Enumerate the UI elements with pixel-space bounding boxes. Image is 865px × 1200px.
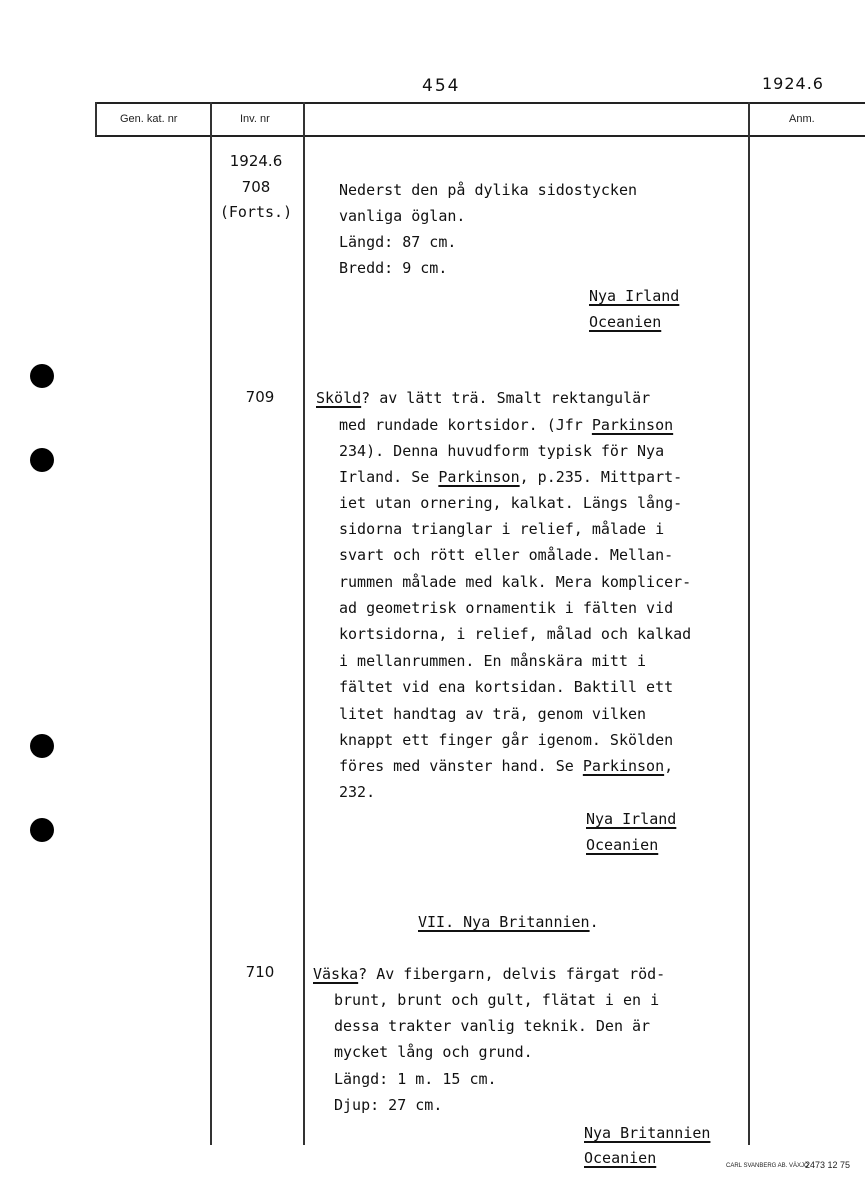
header-gen-kat-nr: Gen. kat. nr <box>120 113 178 125</box>
entry-text: , <box>664 757 674 775</box>
entry-text-line: 232. <box>339 783 376 801</box>
page-number: 454 <box>422 76 461 96</box>
reference-author: Parkinson <box>582 757 665 775</box>
entry-text-line: dessa trakter vanlig teknik. Den är <box>334 1017 651 1035</box>
entry-text-line: litet handtag av trä, genom vilken <box>339 705 647 723</box>
entry-text-line: brunt, brunt och gult, flätat i en i <box>334 991 660 1009</box>
inv-number: 710 <box>245 963 275 981</box>
entry-text-line: Längd: 1 m. 15 cm. <box>334 1070 497 1088</box>
entry-text: Irland. Se <box>339 468 439 486</box>
place-continent: Oceanien <box>586 836 659 854</box>
column-divider <box>748 102 750 1145</box>
entry-text: föres med vänster hand. Se <box>339 757 583 775</box>
entry-text: ? Av fibergarn, delvis färgat röd- <box>358 965 666 983</box>
entry-text-line: kortsidorna, i relief, målad och kalkad <box>339 625 692 643</box>
entry-text-line: Djup: 27 cm. <box>334 1096 443 1114</box>
header-inv-nr: Inv. nr <box>240 113 270 125</box>
entry-text-line: rummen målade med kalk. Mera komplicer- <box>339 573 692 591</box>
entry-text-line: vanliga öglan. <box>339 207 466 225</box>
binder-hole <box>30 364 54 388</box>
reference-author: Parkinson <box>591 416 674 434</box>
object-name: Väska <box>313 965 359 983</box>
entry-text-line: mycket lång och grund. <box>334 1043 533 1061</box>
reference-author: Parkinson <box>438 468 520 486</box>
inv-number: 1924.6 <box>229 152 283 170</box>
binder-hole <box>30 818 54 842</box>
place-continent: Oceanien <box>589 313 662 331</box>
entry-text-line: iet utan ornering, kalkat. Längs lång- <box>339 494 683 512</box>
entry-text-line: fältet vid ena kortsidan. Baktill ett <box>339 678 674 696</box>
section-heading <box>418 913 599 931</box>
place-continent: Oceanien <box>584 1149 657 1167</box>
entry-text-line: 234). Denna huvudform typisk för Nya <box>339 442 665 460</box>
entry-text-line: i mellanrummen. En månskära mitt i <box>339 652 647 670</box>
entry-text-line: sidorna trianglar i relief, målade i <box>339 520 665 538</box>
entry-text: , p.235. Mittpart- <box>519 468 683 486</box>
binder-hole <box>30 734 54 758</box>
entry-text: med rundade kortsidor. (Jfr <box>339 416 592 434</box>
column-divider <box>210 102 212 1145</box>
entry-text-line <box>339 468 682 486</box>
inv-number: 708 <box>241 178 271 196</box>
entry-text-line: svart och rött eller omålade. Mellan- <box>339 546 674 564</box>
entry-text-line <box>313 965 665 983</box>
section-heading-text: VII. Nya Britannien <box>418 913 590 931</box>
object-name: Sköld <box>316 389 362 407</box>
place-region: Nya Britannien <box>584 1124 711 1142</box>
binder-hole <box>30 448 54 472</box>
catalog-reference: 1924.6 <box>762 74 824 93</box>
column-divider <box>303 102 305 1145</box>
entry-text-line: ad geometrisk ornamentik i fälten vid <box>339 599 674 617</box>
entry-text: ? av lätt trä. Smalt rektangulär <box>361 389 651 407</box>
entry-text-line: Nederst den på dylika sidostycken <box>339 181 638 199</box>
entry-text-line: Bredd: 9 cm. <box>339 259 448 277</box>
section-heading-punct: . <box>589 913 599 931</box>
inv-number: 709 <box>245 388 275 406</box>
entry-text-line <box>339 757 673 775</box>
printer-code: 2473 12 75 <box>805 1160 851 1170</box>
header-anm: Anm. <box>789 113 815 125</box>
entry-text-line <box>316 389 650 407</box>
entry-text-line: knappt ett finger går igenom. Skölden <box>339 731 674 749</box>
entry-text-line: Längd: 87 cm. <box>339 233 457 251</box>
entry-text-line <box>339 416 673 434</box>
table-left-border <box>95 102 97 136</box>
inv-continuation: (Forts.) <box>219 203 293 221</box>
place-region: Nya Irland <box>589 287 680 305</box>
place-region: Nya Irland <box>586 810 677 828</box>
printer-mark: CARL SVANBERG AB. VÄXJÖ <box>726 1163 809 1169</box>
